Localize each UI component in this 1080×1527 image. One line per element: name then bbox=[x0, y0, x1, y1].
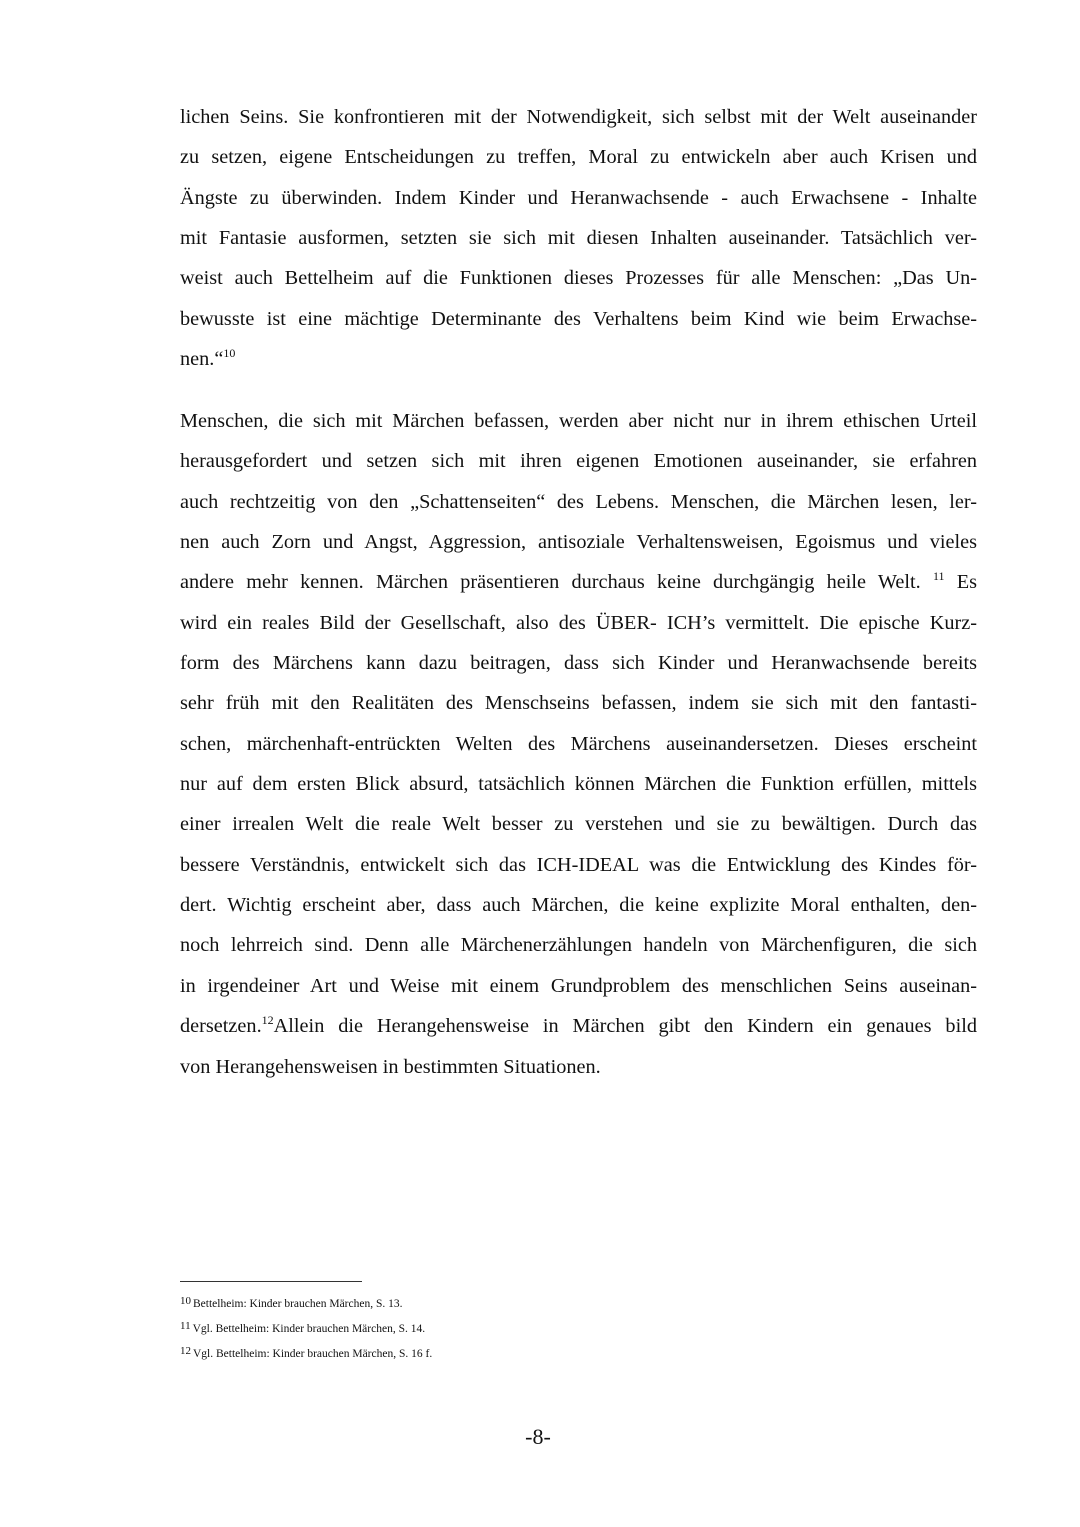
footnote-number: 10 bbox=[180, 1295, 191, 1307]
text-segment: herausgefordert und setzen sich mit ihren eigenen Emotionen auseinander, sie erfahren bbox=[180, 450, 977, 473]
footnote-separator bbox=[180, 1281, 362, 1282]
text-line bbox=[180, 137, 977, 177]
text-line bbox=[180, 925, 977, 965]
text-line bbox=[180, 401, 977, 441]
text-segment: mit Fantasie ausformen, setzten sie sich mit diesen Inhalten auseinander. Tatsächlich ver- bbox=[180, 227, 977, 250]
footnote-12 bbox=[180, 1347, 432, 1361]
text-line bbox=[180, 522, 977, 562]
footnote-text: Bettelheim: Kinder brauchen Märchen, S. 13. bbox=[193, 1298, 403, 1310]
footnote-number: 12 bbox=[180, 1345, 191, 1357]
text-segment: bewusste ist eine mächtige Determinante des Verhaltens beim Kind wie beim Erwachse- bbox=[180, 307, 977, 330]
text-line bbox=[180, 885, 977, 925]
text-line bbox=[180, 218, 977, 258]
page-number-text: -8- bbox=[525, 1424, 551, 1449]
text-segment: andere mehr kennen. Märchen präsentieren durchaus keine durchgängig heile Welt. bbox=[180, 571, 933, 594]
footnote-text: Vgl. Bettelheim: Kinder brauchen Märchen, S. 14. bbox=[192, 1323, 426, 1335]
text-segment: von Herangehensweisen in bestimmten Situationen. bbox=[180, 1055, 601, 1078]
text-segment: auch rechtzeitig von den „Schattenseiten“ des Lebens. Menschen, die Märchen lesen, ler- bbox=[180, 490, 977, 513]
text-line bbox=[180, 1047, 977, 1087]
text-line bbox=[180, 339, 977, 379]
text-segment: Allein die Herangehensweise in Märchen gibt den Kindern ein genaues bild bbox=[273, 1015, 977, 1038]
text-segment: sehr früh mit den Realitäten des Menschseins befassen, indem sie sich mit den fantasti- bbox=[180, 692, 977, 715]
text-segment: zu setzen, eigene Entscheidungen zu treffen, Moral zu entwickeln aber auch Krisen und bbox=[180, 146, 977, 169]
text-segment: weist auch Bettelheim auf die Funktionen dieses Prozesses für alle Menschen: „Das Un- bbox=[180, 267, 977, 290]
footnote-10 bbox=[180, 1297, 403, 1311]
footnote-reference: 10 bbox=[223, 346, 236, 361]
text-segment: schen, märchenhaft-entrückten Welten des Märchens auseinandersetzen. Dieses erscheint bbox=[180, 732, 977, 755]
text-segment: Ängste zu überwinden. Indem Kinder und Heranwachsende - auch Erwachsene - Inhalte bbox=[180, 186, 977, 209]
text-line bbox=[180, 562, 977, 602]
footnote-number: 11 bbox=[180, 1320, 191, 1332]
text-line bbox=[180, 764, 977, 804]
text-segment: wird ein reales Bild der Gesellschaft, also des ÜBER- ICH’s vermittelt. Die epische Kurz- bbox=[180, 611, 977, 634]
text-line bbox=[180, 299, 977, 339]
text-line bbox=[180, 482, 977, 522]
text-segment: dersetzen. bbox=[180, 1015, 262, 1038]
body-paragraph-2 bbox=[180, 401, 977, 1087]
text-segment: lichen Seins. Sie konfrontieren mit der Notwendigkeit, sich selbst mit der Welt auseinander bbox=[180, 106, 977, 128]
text-segment: Es bbox=[944, 571, 977, 594]
text-segment: nur auf dem ersten Blick absurd, tatsächlich können Märchen die Funktion erfüllen, mittels bbox=[180, 773, 977, 796]
text-segment: noch lehrreich sind. Denn alle Märchenerzählungen handeln von Märchenfiguren, die sich bbox=[180, 934, 977, 957]
text-line bbox=[180, 643, 977, 683]
text-segment: in irgendeiner Art und Weise mit einem Grundproblem des menschlichen Seins auseinan- bbox=[180, 974, 977, 997]
footnote-11 bbox=[180, 1322, 425, 1336]
text-segment: einer irrealen Welt die reale Welt besser zu verstehen und sie zu bewältigen. Durch das bbox=[180, 813, 977, 836]
text-line bbox=[180, 845, 977, 885]
page-number bbox=[0, 1424, 1080, 1450]
text-segment: nen auch Zorn und Angst, Aggression, antisoziale Verhaltensweisen, Egoismus und vieles bbox=[180, 531, 977, 554]
text-segment: dert. Wichtig erscheint aber, dass auch Märchen, die keine explizite Moral enthalten, den- bbox=[180, 894, 977, 917]
text-line bbox=[180, 724, 977, 764]
text-segment: form des Märchens kann dazu beitragen, dass sich Kinder und Heranwachsende bereits bbox=[180, 652, 977, 675]
text-line bbox=[180, 178, 977, 218]
text-line bbox=[180, 804, 977, 844]
text-line bbox=[180, 603, 977, 643]
footnote-reference: 12 bbox=[261, 1013, 274, 1028]
footnote-reference: 11 bbox=[932, 569, 945, 584]
text-line bbox=[180, 966, 977, 1006]
body-paragraph-1 bbox=[180, 97, 977, 379]
text-line bbox=[180, 1006, 977, 1046]
footnote-text: Vgl. Bettelheim: Kinder brauchen Märchen, S. 16 f. bbox=[193, 1348, 433, 1360]
text-line bbox=[180, 258, 977, 298]
text-segment: bessere Verständnis, entwickelt sich das ICH-IDEAL was die Entwicklung des Kindes för- bbox=[180, 853, 977, 876]
text-line bbox=[180, 97, 977, 137]
text-segment: Menschen, die sich mit Märchen befassen, werden aber nicht nur in ihrem ethischen Urteil bbox=[180, 410, 977, 432]
text-segment: nen.“ bbox=[180, 348, 224, 371]
text-line bbox=[180, 683, 977, 723]
text-line bbox=[180, 441, 977, 481]
